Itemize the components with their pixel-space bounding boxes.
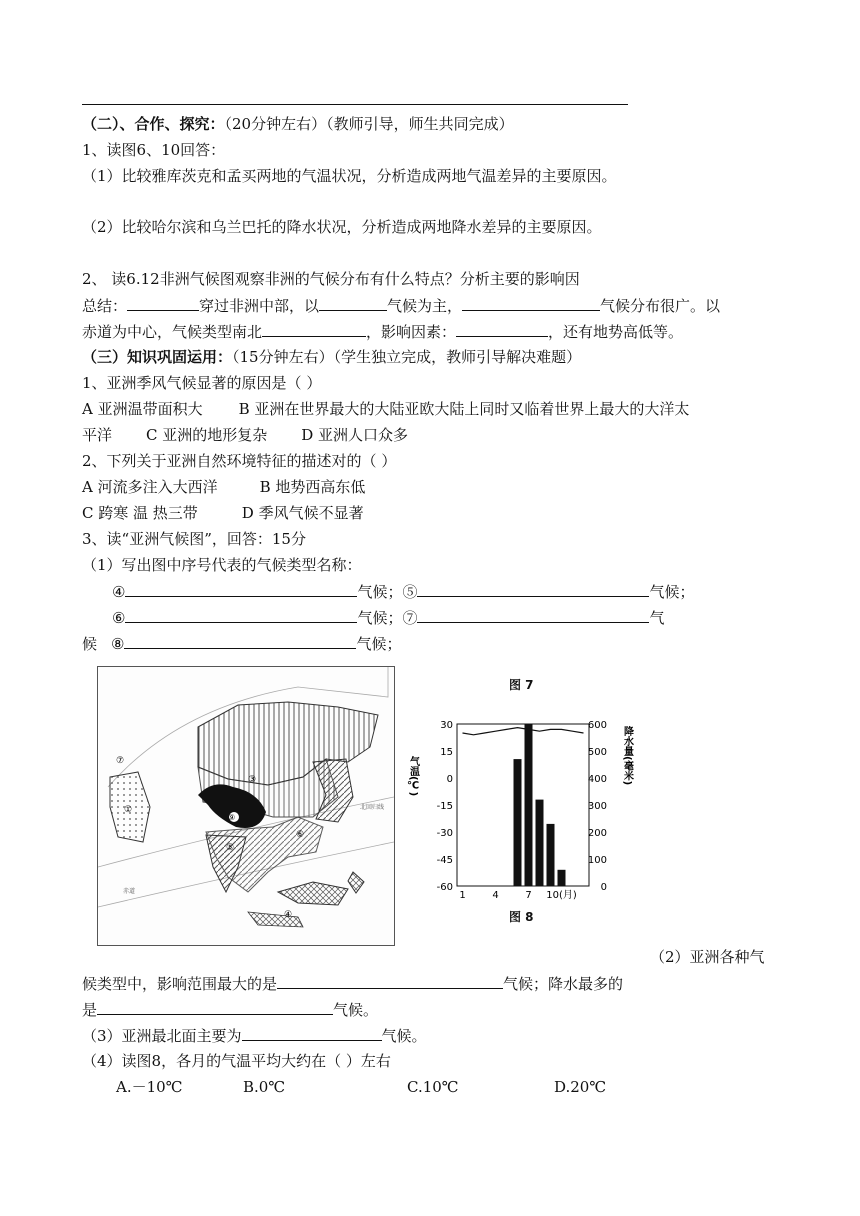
exercise-2-options-2: C 跨寒 温 热三带 D 季风气候不显著: [82, 504, 364, 522]
x-tick: 1: [459, 890, 466, 901]
blank-7[interactable]: [417, 607, 649, 623]
exercise-3-2-a: （2）亚洲各种气: [650, 948, 765, 966]
figure-7-caption: 图 7: [509, 678, 534, 692]
option-d: D.20℃: [554, 1078, 607, 1096]
option-b: B.0℃: [243, 1078, 286, 1096]
exercise-1: 1、亚洲季风气候显著的原因是（ ）: [82, 374, 322, 392]
right-tick: 100: [587, 855, 607, 866]
exercise-3-4: （4）读图8，各月的气温平均大约在（ ）左右: [82, 1052, 391, 1070]
left-tick: -30: [436, 828, 453, 839]
figure-8-caption: 图 8: [509, 910, 534, 924]
blank-5[interactable]: [417, 581, 649, 597]
map-label-3: ③: [248, 775, 257, 785]
map-label-1: ①: [124, 805, 133, 815]
map-label-7: ⑦: [116, 756, 125, 766]
exercise-2: 2、下列关于亚洲自然环境特征的描述对的（ ）: [82, 452, 397, 470]
tropic-label: 北回归线: [360, 804, 385, 811]
right-tick: 200: [587, 828, 607, 839]
map-label-4: ④: [284, 910, 293, 920]
right-tick: 300: [587, 801, 607, 812]
precip-bar: [536, 800, 544, 886]
blank-6[interactable]: [125, 607, 357, 623]
right-tick: 600: [587, 720, 607, 731]
precip-bar: [525, 724, 533, 886]
blank[interactable]: [462, 295, 600, 311]
option-c: C.10℃: [407, 1078, 459, 1096]
summary-line-1: 总结： 穿过非洲中部，以 气候为主， 气候分布很广。以: [82, 297, 721, 315]
right-tick: 0: [600, 882, 607, 893]
precip-bar: [558, 870, 566, 886]
right-axis-label: 降水量(毫米): [621, 726, 633, 786]
equator-label: 赤道: [123, 888, 136, 895]
exercise-3-3: （3）亚洲最北面主要为 气候。: [82, 1027, 427, 1045]
right-tick: 400: [587, 774, 607, 785]
asia-climate-map: [97, 666, 395, 946]
precip-bar: [514, 759, 522, 886]
precip-bar: [547, 824, 555, 886]
blank-4[interactable]: [125, 581, 357, 597]
left-tick: 15: [440, 747, 453, 758]
summary-line-2: 赤道为中心，气候类型南北 ，影响因素： ，还有地势高低等。: [82, 323, 684, 341]
option-a: A.－10℃: [116, 1078, 183, 1096]
left-tick: 0: [446, 774, 453, 785]
exercise-3-1: （1）写出图中序号代表的气候类型名称：: [82, 556, 362, 574]
answer-row-8: 候 ⑧ 气候；: [82, 635, 402, 653]
right-tick: 500: [587, 747, 607, 758]
exercise-3-2-b: 候类型中，影响范围最大的是 气候；降水最多的: [82, 975, 624, 993]
x-tick: 4: [492, 890, 499, 901]
x-tick: 10(月): [546, 890, 577, 901]
plot-frame: [457, 724, 589, 886]
question-1-2: （2）比较哈尔滨和乌兰巴托的降水状况，分析造成两地降水差异的主要原因。: [82, 218, 602, 236]
left-axis-label: 气温(℃): [407, 756, 419, 797]
blank[interactable]: [262, 321, 366, 337]
blank-8[interactable]: [124, 633, 356, 649]
map-label-6: ⑥: [296, 830, 305, 840]
left-tick: -45: [436, 855, 453, 866]
map-label-5: ⑤: [226, 843, 235, 853]
top-rule: [82, 104, 628, 105]
question-2: 2、 读6.12非洲气候图观察非洲的气候分布有什么特点？分析主要的影响因: [82, 270, 580, 288]
blank-north[interactable]: [242, 1025, 382, 1041]
answer-row-6-7: ⑥ 气候；⑦ 气: [112, 609, 665, 627]
x-tick: 7: [525, 890, 532, 901]
question-1-1: （1）比较雅库茨克和孟买两地的气温状况，分析造成两地气温差异的主要原因。: [82, 167, 617, 185]
climate-chart: [405, 716, 641, 904]
section-3-heading: （三）知识巩固运用：（15分钟左右）（学生独立完成，教师引导解决难题）: [82, 348, 582, 366]
left-tick: -15: [436, 801, 453, 812]
question-1: 1、读图6、10回答：: [82, 141, 226, 159]
exercise-2-options-1: A 河流多注入大西洋 B 地势西高东低: [82, 478, 366, 496]
left-tick: 30: [440, 720, 453, 731]
blank[interactable]: [127, 295, 199, 311]
map-label-9: ⑨: [228, 813, 236, 822]
blank[interactable]: [319, 295, 387, 311]
exercise-3: 3、读“亚洲气候图”，回答：15分: [82, 530, 306, 548]
left-tick: -60: [436, 882, 453, 893]
blank[interactable]: [456, 321, 548, 337]
exercise-1-options-2: 平洋 C 亚洲的地形复杂 D 亚洲人口众多: [82, 426, 409, 444]
blank-largest[interactable]: [277, 973, 503, 989]
exercise-3-2-c: 是 气候。: [82, 1001, 379, 1019]
blank-wettest[interactable]: [97, 999, 333, 1015]
temperature-line: [463, 728, 584, 735]
section-2-heading: （二）、合作、探究：（20分钟左右）（教师引导，师生共同完成）: [82, 115, 514, 133]
exercise-1-options: A 亚洲温带面积大 B 亚洲在世界最大的大陆亚欧大陆上同时又临着世界上最大的大洋太: [82, 400, 690, 418]
answer-row-4-5: ④ 气候；⑤ 气候；: [112, 583, 695, 601]
